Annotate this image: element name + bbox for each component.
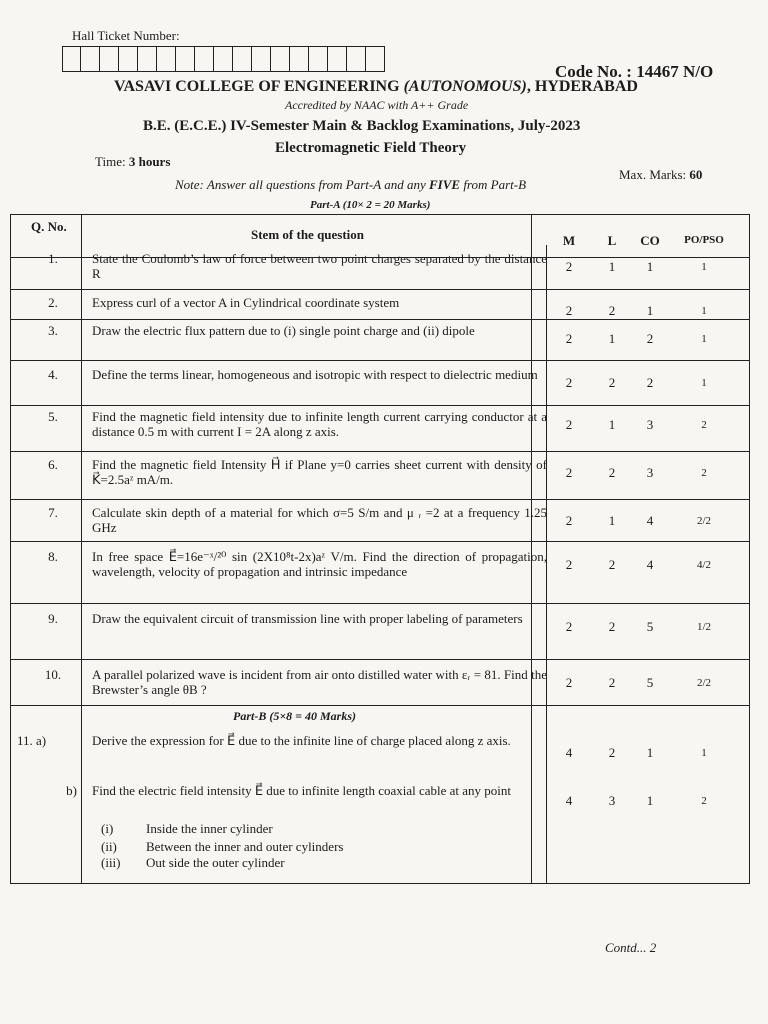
question-po: 4/2 [696,559,712,571]
question-po: 2/2 [696,515,712,527]
question-co: 2 [646,375,654,390]
question-number: 5. [48,409,58,424]
question-po: 1 [701,747,707,759]
question-stem: Draw the electric flux pattern due to (i) single point charge and (ii) dipole [92,323,475,338]
question-marks: 2 [565,513,573,528]
question-level: 1 [608,331,616,346]
question-marks: 2 [565,557,573,572]
sub-item-text: Inside the inner cylinder [146,821,273,836]
question-stem: Find the magnetic field Intensity H⃗ if Plane y=0 carries sheet current with density of K⃗=2.5aᶻ mA/m. [92,457,547,487]
question-marks: 2 [565,675,573,690]
question-marks: 2 [565,331,573,346]
question-stem: Calculate skin depth of a material for which σ=5 S/m and μ ᵣ =2 at a frequency 1.25 GHz [92,505,547,535]
question-marks: 2 [565,417,573,432]
header-marks: M [562,233,576,248]
question-level: 1 [608,417,616,432]
question-marks: 4 [565,793,573,808]
question-po: 1 [701,377,707,389]
question-co: 3 [646,417,654,432]
question-table [10,214,750,884]
question-marks: 2 [565,375,573,390]
question-number: b) [66,783,77,798]
question-level: 1 [608,259,616,274]
question-number: 1. [48,251,58,266]
question-marks: 2 [565,259,573,274]
instructions-note: Note: Answer all questions from Part-A and any FIVE from Part-B [175,177,527,192]
question-number: 4. [48,367,58,382]
question-po: 1 [701,305,707,317]
question-stem: Draw the equivalent circuit of transmission line with proper labeling of parameters [92,611,523,626]
question-number: 10. [44,667,62,682]
question-level: 2 [608,375,616,390]
question-number: 9. [48,611,58,626]
sub-item-number: (i) [101,821,114,836]
question-stem: Find the magnetic field intensity due to infinite length current carrying conductor at a distance 0.5 m with current I = 2A along z axis. [92,409,547,439]
question-stem: Find the electric field intensity E⃗ due to infinite length coaxial cable at any point [92,783,512,798]
question-co: 3 [646,465,654,480]
question-stem: Derive the expression for E⃗ due to the infinite line of charge placed along z axis. [92,733,511,748]
sub-item-text: Out side the outer cylinder [146,855,285,870]
question-level: 3 [608,793,616,808]
question-po: 2 [701,467,707,479]
header-level: L [607,233,617,248]
question-level: 1 [608,513,616,528]
question-marks: 4 [565,745,573,760]
question-co: 1 [646,259,654,274]
question-po: 1/2 [696,621,712,633]
question-number: 6. [48,457,58,472]
question-po: 2 [701,795,707,807]
code-number: Code No. : 14467 N/O [555,62,714,81]
question-co: 1 [646,745,654,760]
accreditation: Accredited by NAAC with A++ Grade [285,98,469,112]
question-co: 4 [646,557,654,572]
header-qno: Q. No. [31,219,67,234]
question-po: 2 [701,419,707,431]
question-po: 1 [701,333,707,345]
time-allowed: Time: 3 hours [95,154,171,169]
question-number: 11. a) [17,733,47,748]
subject-title: Electromagnetic Field Theory [275,140,467,156]
question-number: 8. [48,549,58,564]
question-co: 5 [646,619,654,634]
header-po-pso: PO/PSO [684,234,724,246]
header-stem: Stem of the question [251,227,365,242]
question-marks: 2 [565,303,573,318]
continued-note: Contd... 2 [605,940,657,955]
question-level: 2 [608,557,616,572]
hall-ticket-boxes [62,46,385,72]
question-level: 2 [608,303,616,318]
question-co: 1 [646,793,654,808]
question-stem: Define the terms linear, homogeneous and isotropic with respect to dielectric medium [92,367,538,382]
question-level: 2 [608,465,616,480]
sub-item-text: Between the inner and outer cylinders [146,839,344,854]
sub-item-number: (ii) [101,839,117,854]
question-marks: 2 [565,465,573,480]
question-po: 1 [701,261,707,273]
question-co: 5 [646,675,654,690]
question-co: 4 [646,513,654,528]
sub-item-number: (iii) [101,855,121,870]
question-number: 3. [48,323,58,338]
part-b-heading: Part-B (5×8 = 40 Marks) [233,709,357,723]
question-number: 2. [48,295,58,310]
question-po: 2/2 [696,677,712,689]
college-name: VASAVI COLLEGE OF ENGINEERING (AUTONOMOUS), HYDERABAD [114,78,638,95]
max-marks: Max. Marks: 60 [619,167,703,182]
exam-title: B.E. (E.C.E.) IV-Semester Main & Backlog Examinations, July-2023 [143,118,581,134]
question-stem: Express curl of a vector A in Cylindrical coordinate system [92,295,400,310]
question-level: 2 [608,619,616,634]
question-co: 1 [646,303,654,318]
question-level: 2 [608,745,616,760]
question-stem: In free space E⃗=16e⁻ˣ/²⁰ sin (2X10⁸t-2x)aᶻ V/m. Find the direction of propagation, wavelength, velocity of propagation and intrinsic impedance [92,549,547,579]
question-stem: A parallel polarized wave is incident from air onto distilled water with εᵣ = 81. Find the Brewster’s angle θB ? [92,667,547,697]
question-co: 2 [646,331,654,346]
header-co: CO [640,233,660,248]
question-level: 2 [608,675,616,690]
part-a-heading: Part-A (10× 2 = 20 Marks) [310,199,431,211]
question-marks: 2 [565,619,573,634]
question-stem: State the Coulomb’s law of force between two point charges separated by the distance R [92,251,547,281]
question-number: 7. [48,505,58,520]
hall-ticket-label: Hall Ticket Number: [72,28,180,43]
